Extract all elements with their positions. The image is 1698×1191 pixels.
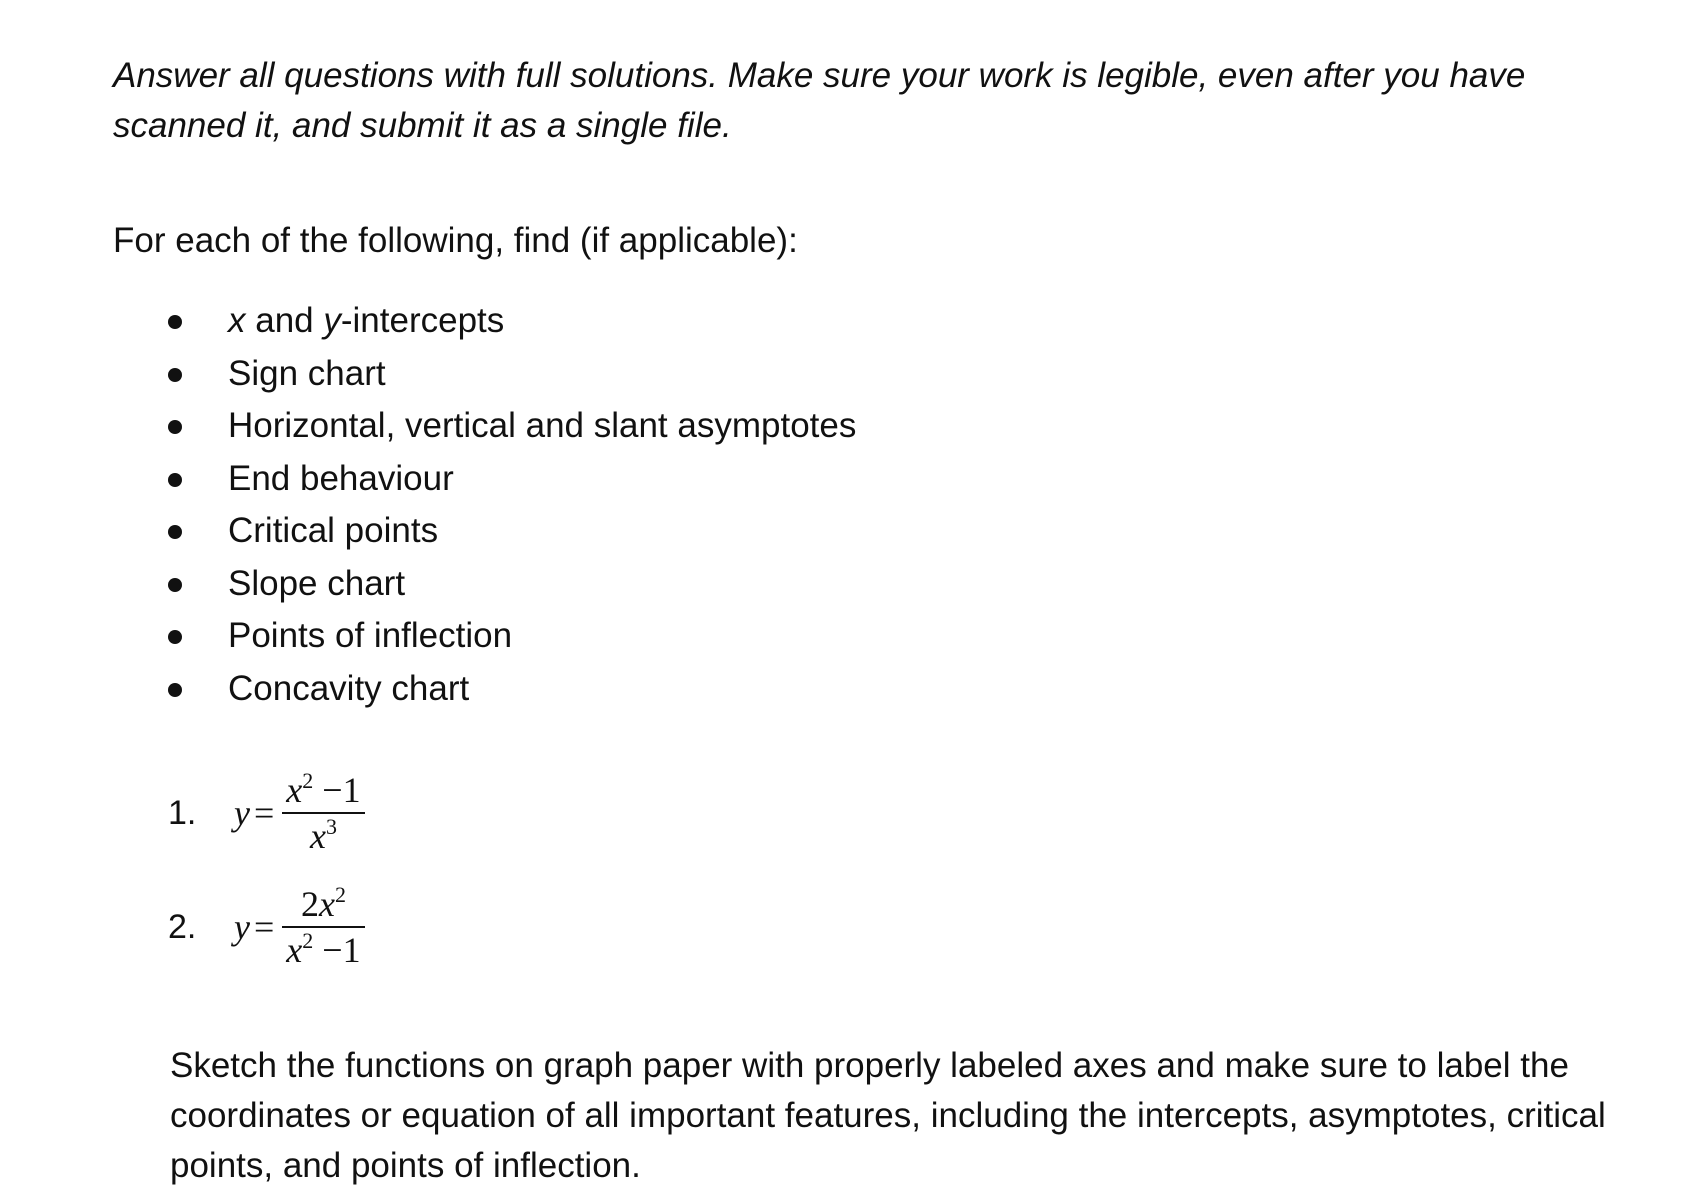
var-x: x xyxy=(228,301,246,340)
requirements-list xyxy=(0,295,856,715)
fraction xyxy=(282,882,364,972)
lhs-variable: y xyxy=(234,907,250,947)
list-item xyxy=(0,453,856,506)
bullet-icon xyxy=(168,420,182,434)
list-item-label: Critical points xyxy=(228,511,439,550)
bullet-icon xyxy=(168,578,182,592)
list-item xyxy=(0,505,856,558)
list-item xyxy=(0,348,856,401)
numerator: $2x^2$ xyxy=(300,882,346,924)
problem-1 xyxy=(168,768,365,858)
closing-instructions: Sketch the functions on graph paper with properly labeled axes and make sure to label the coordinates or equation of all important features, including the intercepts, asymptotes, critical points, and points of inflection. xyxy=(170,1046,1606,1185)
list-item-label: Concavity chart xyxy=(228,668,470,708)
equals-sign: = xyxy=(253,907,275,947)
list-item xyxy=(0,295,856,348)
list-item-label: Slope chart xyxy=(228,563,406,603)
list-item xyxy=(0,400,856,453)
lhs-variable: y xyxy=(234,793,250,833)
bullet-icon xyxy=(168,473,182,487)
denominator: $x^2 -1$ xyxy=(286,928,361,970)
bullet-icon xyxy=(168,368,182,382)
list-item-label: End behaviour xyxy=(228,458,454,498)
instructions-text: Answer all questions with full solutions. Make sure your work is legible, even after you have scanned it, and submit it as a single file. xyxy=(113,56,1526,145)
bullet-icon xyxy=(168,683,182,697)
equation xyxy=(234,768,365,858)
intro-text: For each of the following, find (if applicable): xyxy=(113,221,798,260)
numerator: $x^2 -1$ xyxy=(286,768,361,810)
equals-sign: = xyxy=(253,793,275,833)
text-and: and xyxy=(245,301,324,340)
bullet-icon xyxy=(168,630,182,644)
list-item-label: Sign chart xyxy=(228,353,386,393)
problem-number: 2. xyxy=(168,907,197,946)
denominator: $x^3$ xyxy=(309,814,337,856)
list-item-label: Horizontal, vertical and slant asymptotes xyxy=(228,406,857,445)
var-y: y xyxy=(323,301,341,340)
list-item xyxy=(0,663,856,716)
list-item xyxy=(0,610,856,663)
bullet-icon xyxy=(168,315,182,329)
equation xyxy=(234,882,365,972)
bullet-icon xyxy=(168,525,182,539)
problem-2 xyxy=(168,882,365,972)
list-item xyxy=(0,558,856,611)
problem-number: 1. xyxy=(168,793,197,832)
fraction xyxy=(282,768,364,858)
text-intercepts: -intercepts xyxy=(340,301,505,340)
list-item-label: Points of inflection xyxy=(228,616,513,655)
